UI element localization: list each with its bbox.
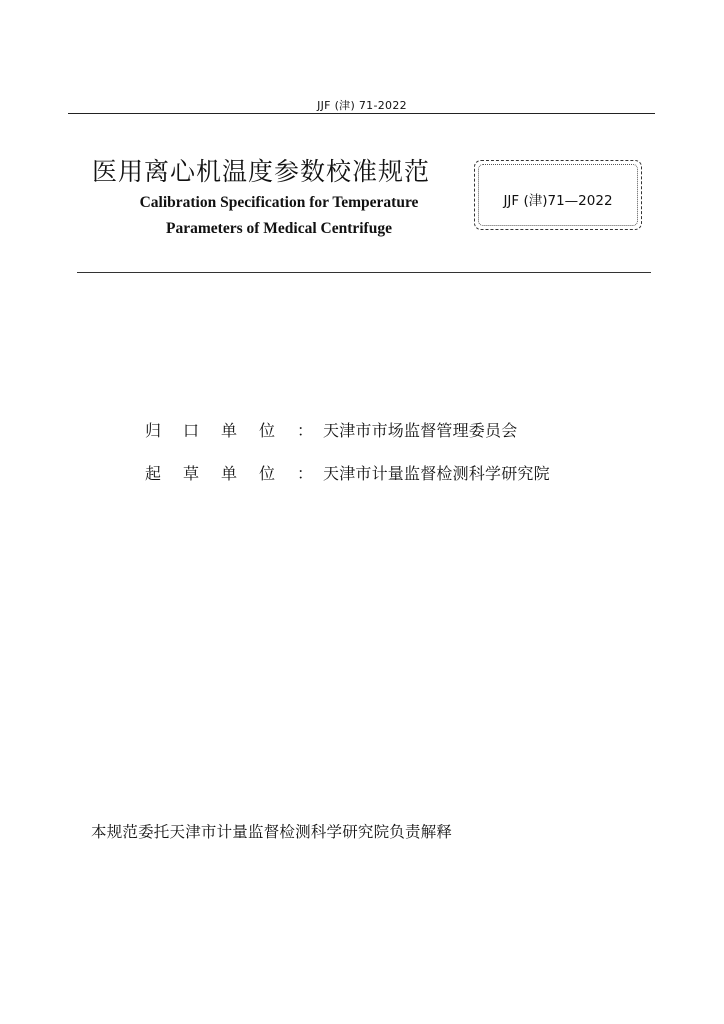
standard-code-box: [474, 160, 642, 230]
document-title-english-line1: Calibration Specification for Temperature: [139, 194, 419, 211]
header-rule: [68, 113, 655, 114]
document-title-chinese: 医用离心机温度参数校准规范: [92, 157, 431, 186]
info-colon: ：: [297, 464, 314, 483]
info-value: 天津市市场监督管理委员会: [323, 421, 518, 440]
info-value: 天津市计量监督检测科学研究院: [323, 464, 550, 483]
interpretation-note: 本规范委托天津市计量监督检测科学研究院负责解释: [91, 823, 453, 841]
header-standard-code: JJF (津) 71-2022: [317, 99, 407, 112]
info-colon: ：: [297, 421, 314, 440]
info-label: 归口单位: [145, 421, 298, 440]
standard-code-box-text: JJF (津)71—2022: [503, 193, 613, 209]
title-divider-rule: [77, 272, 651, 273]
info-label: 起草单位: [145, 464, 298, 483]
document-title-english-line2: Parameters of Medical Centrifuge: [166, 220, 392, 237]
